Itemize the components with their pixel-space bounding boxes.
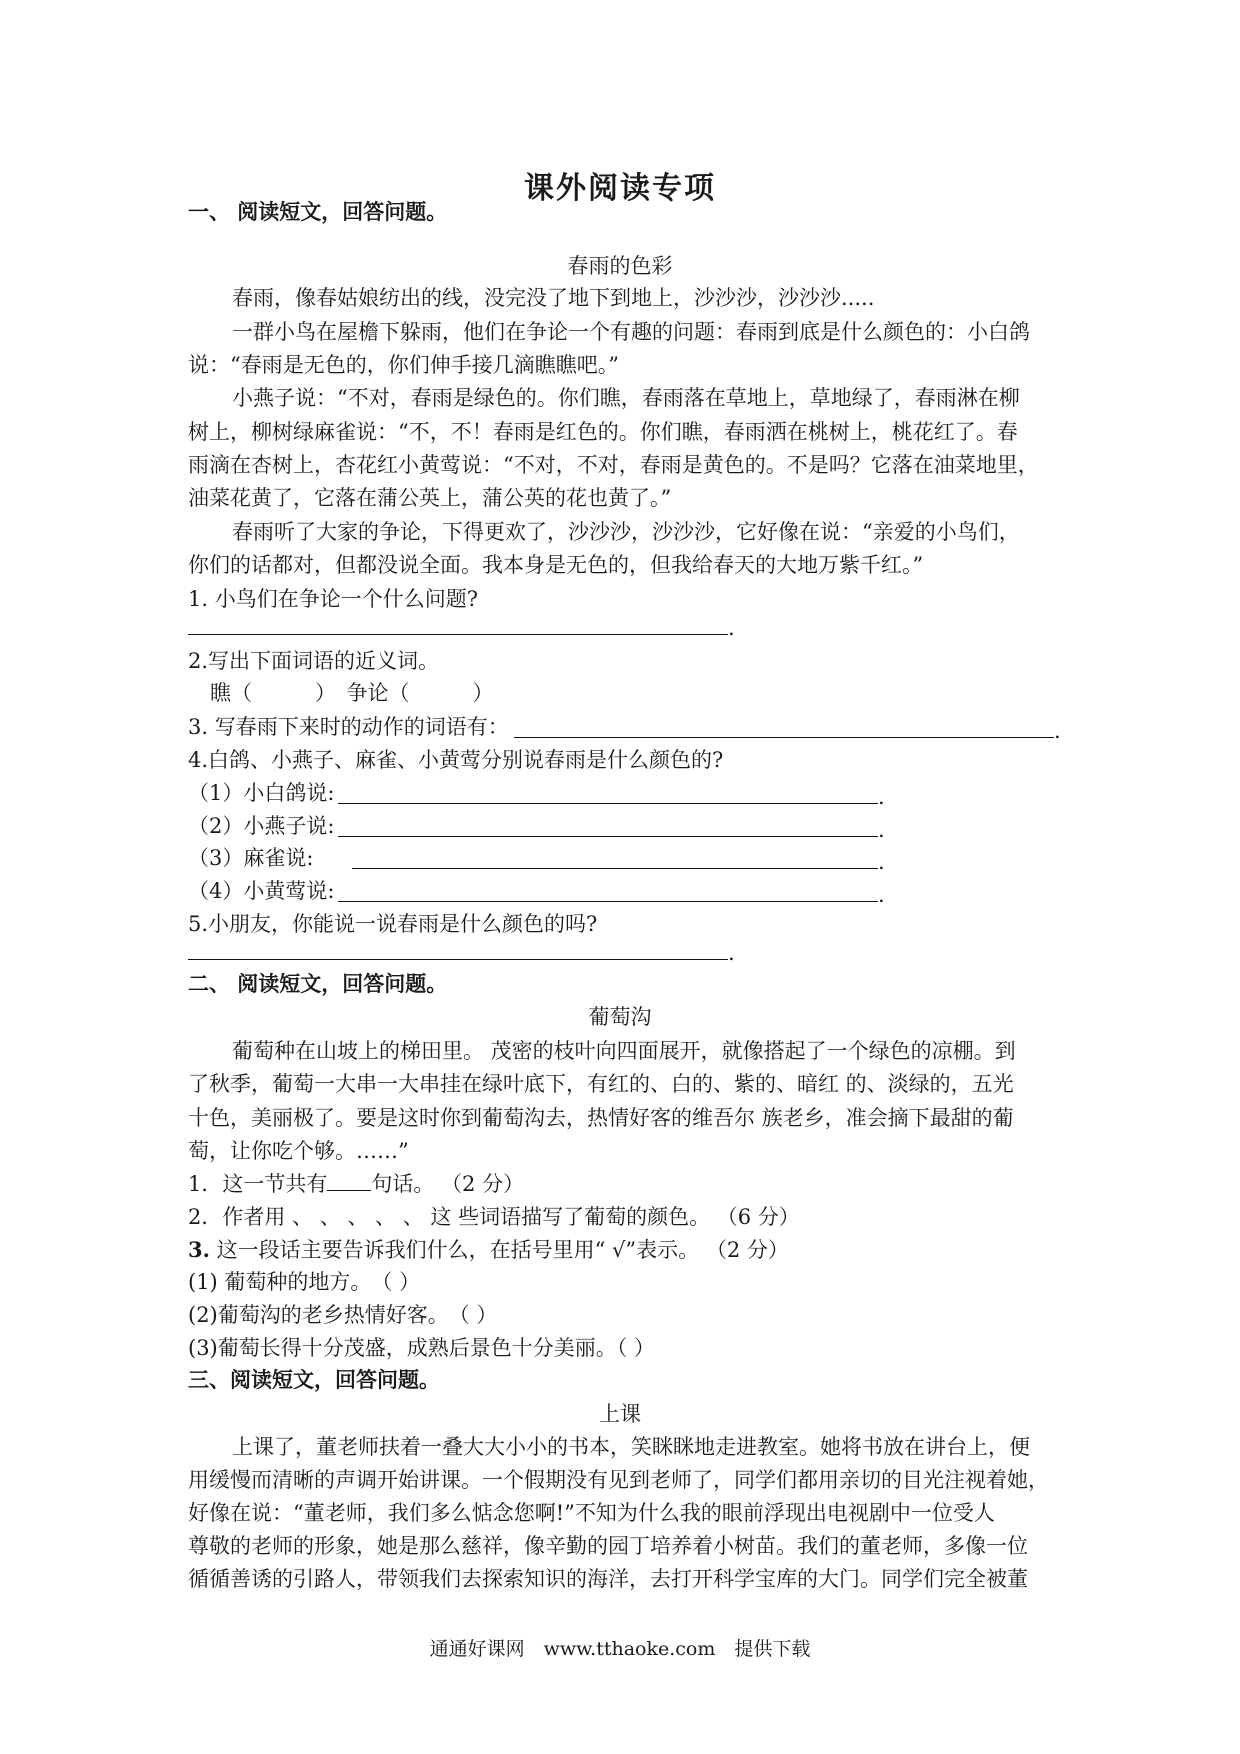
question-text: 这一段话主要告诉我们什么，在括号里用“ √”表示。 （2 分） [209,1238,789,1262]
question-text: 句话。 （2 分） [371,1172,525,1196]
question-3: 3. 写春雨下来时的动作的词语有： [188,715,509,739]
passage3-title: 上课 [599,1402,641,1426]
passage2-question-2: 2．作者用 、 、 、 、 、 这 些词语描写了葡萄的颜色。 （6 分） [188,1205,800,1229]
choice-option[interactable]: (1) 葡萄种的地方。 （ ） [188,1270,421,1294]
answer-line-end: . [878,883,885,907]
passage3-paragraph: 循循善诱的引路人，带领我们去探索知识的海洋，去打开科学宝库的大门。同学们完全被董 [188,1567,1028,1591]
question-2: 2.写出下面词语的近义词。 [188,649,440,673]
answer-line[interactable] [188,959,728,960]
answer-line-end: . [728,941,735,965]
passage2-paragraph: 十色，美丽极了。要是这时你到葡萄沟去，热情好客的维吾尔 族老乡，准会摘下最甜的葡 [188,1106,1014,1130]
answer-line[interactable] [352,868,878,869]
question-4-item: （1）小白鸽说: [188,781,335,805]
choice-option[interactable]: (2)葡萄沟的老乡热情好客。 （ ） [188,1303,498,1327]
passage2-paragraph: 萄，让你吃个够。……” [188,1139,409,1163]
passage2-question-1 [188,1170,524,1198]
question-number: 3. [188,1237,210,1262]
question-5: 5.小朋友，你能说一说春雨是什么颜色的吗? [188,912,598,936]
answer-line-end: . [728,616,735,640]
passage2-paragraph: 葡萄种在山坡上的梯田里。 茂密的枝叶向四面展开，就像搭起了一个绿色的凉棚。到 [232,1039,1016,1063]
passage1-paragraph: 油菜花黄了，它落在蒲公英上，蒲公英的花也黄了。” [188,486,672,510]
passage1-paragraph: 树上，柳树绿麻雀说：“不，不！春雨是红色的。你们瞧，春雨洒在桃树上，桃花红了。春 [188,420,1018,444]
passage1-paragraph: 说：“春雨是无色的，你们伸手接几滴瞧瞧吧。” [188,353,619,377]
section3-heading: 三、阅读短文，回答问题。 [188,1367,440,1392]
section1-heading: 一、 阅读短文，回答问题。 [188,199,448,224]
passage3-paragraph: 用缓慢而清晰的声调开始讲课。一个假期没有见到老师了，同学们都用亲切的目光注视着她， [188,1468,1049,1492]
passage2-title: 葡萄沟 [588,1005,652,1029]
answer-line[interactable] [188,634,728,635]
passage2-question-3 [188,1236,789,1264]
passage1-paragraph: 小燕子说：“不对，春雨是绿色的。你们瞧，春雨落在草地上，草地绿了，春雨淋在柳 [232,386,1020,410]
page-title: 课外阅读专项 [524,171,716,206]
question-1: 1. 小鸟们在争论一个什么问题? [188,587,478,611]
section2-heading: 二、 阅读短文，回答问题。 [188,971,448,996]
passage2-paragraph: 了秋季，葡萄一大串一大串挂在绿叶底下，有红的、白的、紫的、暗红 的、淡绿的，五光 [188,1072,1014,1096]
question-2-words: 瞧（ ） 争论（ ） [210,681,494,705]
choice-option[interactable]: (3)葡萄长得十分茂盛，成熟后景色十分美丽。（ ） [188,1336,655,1360]
answer-line-end: . [878,818,885,842]
question-text: 1．这一节共有 [188,1172,328,1196]
fill-blank[interactable] [327,1170,371,1191]
question-4-item: （3）麻雀说: [188,846,314,870]
passage1-paragraph: 雨滴在杏树上，杏花红小黄莺说：“不对，不对，春雨是黄色的。不是吗？它落在油菜地里， [188,453,1039,477]
passage1-paragraph: 春雨听了大家的争论，下得更欢了，沙沙沙，沙沙沙，它好像在说：“亲爱的小鸟们， [232,520,1020,544]
passage1-paragraph: 春雨，像春姑娘纺出的线，没完没了地下到地上，沙沙沙，沙沙沙..... [232,286,875,310]
answer-line-end: . [878,785,885,809]
answer-line-end: . [1054,719,1061,743]
answer-line[interactable] [338,836,878,837]
passage1-title: 春雨的色彩 [567,254,673,278]
answer-line[interactable] [338,901,878,902]
passage1-paragraph: 你们的话都对，但都没说全面。我本身是无色的，但我给春天的大地万紫千红。” [188,553,924,577]
question-4-item: （2）小燕子说: [188,814,335,838]
answer-line-end: . [878,850,885,874]
passage1-paragraph: 一群小鸟在屋檐下躲雨，他们在争论一个有趣的问题：春雨到底是什么颜色的：小白鸽 [232,320,1030,344]
passage3-paragraph: 好像在说：“董老师，我们多么惦念您啊!”不知为什么我的眼前浮现出电视剧中一位受人 [188,1501,995,1525]
question-4: 4.白鸽、小燕子、麻雀、小黄莺分别说春雨是什么颜色的? [188,748,724,772]
passage3-paragraph: 尊敬的老师的形象，她是那么慈祥，像辛勤的园丁培养着小树苗。我们的董老师，多像一位 [188,1534,1028,1558]
answer-line[interactable] [514,737,1054,738]
page-footer: 通通好课网 www.tthaoke.com 提供下载 [429,1638,811,1660]
question-4-item: （4）小黄莺说: [188,879,335,903]
passage3-paragraph: 上课了，董老师扶着一叠大大小小的书本，笑眯眯地走进教室。她将书放在讲台上，便 [232,1435,1030,1459]
answer-line[interactable] [338,803,878,804]
